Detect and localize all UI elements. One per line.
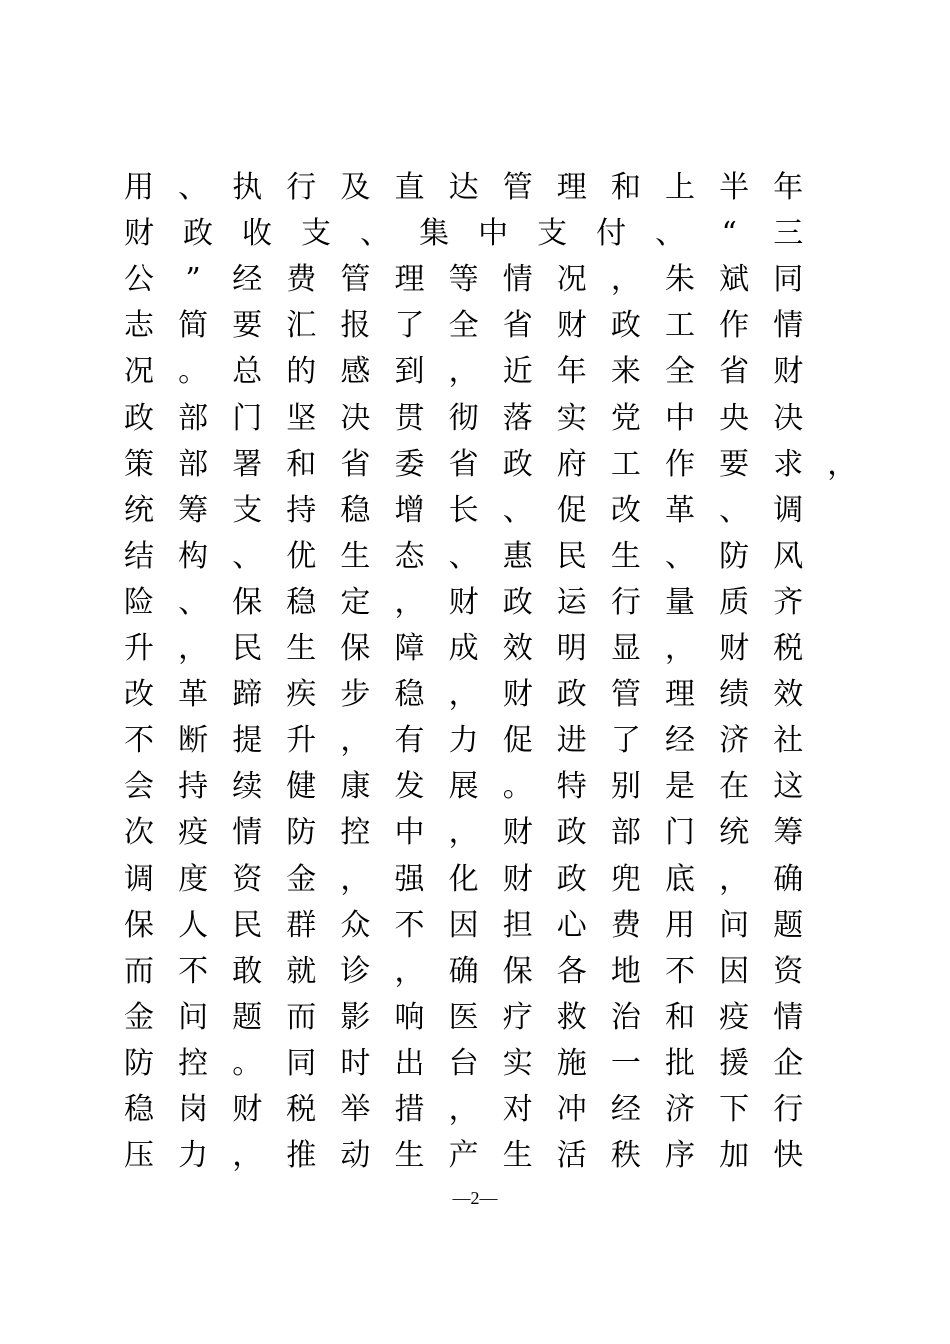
text-glyph: 疫 — [719, 999, 750, 1035]
text-glyph: 、 — [232, 538, 263, 574]
text-glyph: 省 — [502, 308, 533, 344]
text-glyph: 而 — [286, 999, 317, 1035]
text-glyph: 生 — [394, 1138, 425, 1174]
text-glyph: 心 — [556, 907, 587, 943]
text-glyph: 。 — [232, 1045, 263, 1081]
text-glyph: 志 — [124, 308, 154, 344]
text-glyph: 不 — [178, 953, 209, 989]
text-glyph: ， — [178, 631, 209, 666]
text-glyph: 健 — [286, 769, 317, 805]
text-glyph: 央 — [719, 400, 750, 436]
text-glyph: 决 — [340, 400, 371, 436]
text-glyph: 政 — [556, 677, 587, 713]
text-glyph: 政 — [124, 400, 154, 436]
text-glyph: ， — [340, 723, 371, 759]
text-glyph: ， — [719, 861, 750, 897]
text-glyph: 、 — [448, 538, 479, 574]
text-glyph: 经 — [665, 723, 695, 759]
text-glyph: 管 — [610, 677, 641, 713]
text-glyph: 稳 — [286, 584, 317, 620]
text-glyph: 资 — [232, 861, 263, 897]
text-glyph: 提 — [232, 723, 263, 759]
text-glyph: 省 — [448, 446, 479, 482]
text-glyph: 革 — [665, 492, 695, 528]
text-glyph: 措 — [394, 1092, 425, 1127]
text-glyph: 促 — [502, 723, 533, 759]
text-glyph: 到 — [394, 354, 425, 390]
text-glyph: 费 — [286, 262, 317, 298]
text-glyph: 财 — [719, 631, 750, 666]
text-glyph: 年 — [773, 170, 804, 205]
text-glyph: 民 — [556, 538, 587, 574]
text-glyph: 工 — [665, 308, 695, 344]
text-glyph: 举 — [340, 1092, 371, 1127]
text-glyph: 风 — [773, 538, 804, 574]
text-glyph: 税 — [286, 1092, 317, 1127]
text-glyph: 明 — [556, 631, 587, 666]
text-glyph: 、 — [178, 584, 209, 620]
text-glyph: 担 — [502, 907, 533, 943]
text-glyph: 疗 — [502, 999, 533, 1035]
text-glyph: ， — [340, 861, 371, 897]
text-glyph: 齐 — [773, 584, 804, 620]
text-glyph: 敢 — [232, 953, 263, 989]
text-glyph: 、 — [665, 538, 695, 574]
text-glyph: 保 — [502, 953, 533, 989]
text-glyph: 下 — [719, 1092, 750, 1127]
text-glyph: 理 — [556, 170, 587, 205]
text-glyph: 财 — [232, 1092, 263, 1127]
text-glyph: 问 — [719, 907, 750, 943]
text-glyph: 度 — [178, 861, 209, 897]
text-glyph: 冲 — [556, 1092, 587, 1127]
text-glyph: 效 — [502, 631, 533, 666]
text-glyph: 序 — [665, 1138, 695, 1174]
text-glyph: 总 — [232, 354, 263, 390]
text-glyph: 质 — [719, 584, 750, 620]
text-glyph: 调 — [773, 492, 804, 528]
text-glyph: 集 — [419, 216, 450, 252]
text-glyph: 的 — [286, 354, 317, 390]
text-glyph: 会 — [124, 769, 154, 805]
text-glyph: 因 — [448, 907, 479, 943]
text-glyph: 财 — [502, 861, 533, 897]
text-glyph: 统 — [124, 492, 154, 528]
text-glyph: 运 — [556, 584, 587, 620]
text-glyph: 要 — [719, 446, 750, 482]
text-glyph: 升 — [124, 631, 154, 666]
text-glyph: 财 — [124, 216, 154, 252]
text-glyph: 彻 — [448, 400, 479, 436]
text-glyph: 不 — [665, 953, 695, 989]
text-glyph: 问 — [178, 999, 209, 1035]
text-glyph: 持 — [286, 492, 317, 528]
text-glyph: 情 — [232, 815, 263, 851]
text-glyph: 确 — [448, 953, 479, 989]
page-number: —2— — [452, 1188, 498, 1208]
text-glyph: 。 — [178, 354, 209, 390]
text-glyph: 产 — [448, 1138, 479, 1174]
text-glyph: ” — [185, 262, 201, 298]
text-glyph: 出 — [394, 1045, 425, 1081]
text-glyph: 门 — [665, 815, 695, 851]
text-glyph: 中 — [665, 400, 695, 436]
text-glyph: 及 — [340, 170, 371, 205]
text-glyph: 而 — [124, 953, 154, 989]
text-glyph: 防 — [286, 815, 317, 851]
text-glyph: 财 — [502, 815, 533, 851]
text-glyph: 达 — [448, 170, 479, 205]
text-glyph: 资 — [773, 953, 804, 989]
text-glyph: 次 — [124, 815, 154, 851]
text-glyph: 政 — [610, 308, 641, 344]
text-glyph: 、 — [360, 216, 391, 252]
text-glyph: 批 — [665, 1045, 695, 1081]
text-glyph: 中 — [394, 815, 425, 851]
text-glyph: 响 — [394, 999, 425, 1035]
text-glyph: 题 — [232, 999, 263, 1035]
text-glyph: 绩 — [719, 677, 750, 713]
text-glyph: 经 — [610, 1092, 641, 1127]
text-glyph: 快 — [773, 1138, 804, 1174]
text-glyph: 控 — [340, 815, 371, 851]
text-glyph: 财 — [448, 584, 479, 620]
text-glyph: 情 — [773, 308, 804, 344]
text-glyph: 障 — [394, 631, 425, 666]
text-glyph: 署 — [232, 446, 263, 482]
text-glyph: 等 — [448, 262, 479, 298]
text-glyph: 况 — [124, 354, 154, 390]
text-glyph: 情 — [502, 262, 533, 298]
text-glyph: 政 — [556, 815, 587, 851]
text-glyph: 群 — [286, 907, 317, 943]
text-glyph: 省 — [719, 354, 750, 390]
text-glyph: ， — [448, 1092, 479, 1127]
text-glyph: 险 — [124, 584, 154, 620]
text-glyph: 委 — [394, 446, 425, 482]
text-glyph: 保 — [340, 631, 371, 666]
text-glyph: 促 — [556, 492, 587, 528]
text-glyph: 行 — [286, 170, 317, 205]
text-glyph: 地 — [610, 953, 641, 989]
text-glyph: 和 — [286, 446, 317, 482]
text-glyph: 进 — [556, 723, 587, 759]
text-glyph: 续 — [232, 769, 263, 805]
text-glyph: 人 — [178, 907, 209, 943]
text-glyph: 。 — [502, 769, 533, 805]
text-glyph: 革 — [178, 677, 209, 713]
text-glyph: 上 — [665, 170, 695, 205]
text-glyph: 财 — [502, 677, 533, 713]
text-glyph: 断 — [178, 723, 209, 759]
text-glyph: 活 — [556, 1138, 587, 1174]
text-glyph: 筹 — [178, 492, 209, 528]
text-glyph: 企 — [773, 1045, 804, 1081]
text-glyph: 年 — [556, 354, 587, 390]
text-glyph: 动 — [340, 1138, 371, 1174]
text-glyph: 台 — [448, 1045, 479, 1081]
text-glyph: “ — [721, 216, 737, 252]
text-glyph: 生 — [286, 631, 317, 666]
text-glyph: 作 — [665, 446, 695, 482]
text-glyph: 疫 — [178, 815, 209, 851]
text-glyph: 生 — [610, 538, 641, 574]
text-glyph: 特 — [556, 769, 587, 805]
text-glyph: 近 — [502, 354, 533, 390]
text-glyph: 民 — [232, 631, 263, 666]
text-glyph: 底 — [665, 861, 695, 897]
text-glyph: 防 — [719, 538, 750, 574]
text-glyph: ， — [448, 677, 479, 713]
text-glyph: 全 — [665, 354, 695, 390]
text-glyph: 财 — [773, 354, 804, 390]
text-glyph: ， — [394, 584, 425, 620]
text-glyph: 改 — [610, 492, 641, 528]
text-glyph: 不 — [124, 723, 154, 759]
text-glyph: 筹 — [773, 815, 804, 851]
text-glyph: 效 — [773, 677, 804, 713]
text-glyph: 用 — [665, 907, 695, 943]
text-glyph: 费 — [610, 907, 641, 943]
text-glyph: 众 — [340, 907, 371, 943]
text-glyph: 朱 — [665, 262, 695, 298]
text-glyph: 同 — [773, 262, 804, 298]
text-glyph: 决 — [773, 400, 804, 436]
text-glyph: 成 — [448, 631, 479, 666]
text-glyph: 落 — [502, 400, 533, 436]
text-glyph: 金 — [286, 861, 317, 897]
text-glyph: 税 — [773, 631, 804, 666]
text-glyph: 构 — [178, 538, 209, 574]
text-glyph: 影 — [340, 999, 371, 1035]
text-glyph: 支 — [232, 492, 263, 528]
text-glyph: 斌 — [719, 262, 750, 298]
text-glyph: 控 — [178, 1045, 209, 1081]
text-glyph: 对 — [502, 1092, 533, 1127]
text-glyph: 化 — [448, 861, 479, 897]
text-glyph: 政 — [183, 216, 214, 252]
text-glyph: 财 — [556, 308, 587, 344]
text-glyph: 求 — [773, 446, 804, 482]
text-glyph: 社 — [773, 723, 804, 759]
text-glyph: 生 — [340, 538, 371, 574]
text-glyph: 态 — [394, 538, 425, 574]
text-glyph: 经 — [232, 262, 263, 298]
text-glyph: 因 — [719, 953, 750, 989]
text-glyph: 付 — [596, 216, 627, 252]
text-glyph: 公 — [124, 262, 154, 298]
text-glyph: ， — [827, 446, 858, 482]
text-glyph: 三 — [773, 216, 804, 252]
text-glyph: ， — [448, 815, 479, 851]
text-glyph: 治 — [610, 999, 641, 1035]
text-glyph: 确 — [773, 861, 804, 897]
text-glyph: 升 — [286, 723, 317, 759]
text-glyph: 力 — [178, 1138, 209, 1174]
text-glyph: 这 — [773, 769, 804, 805]
text-glyph: 援 — [719, 1045, 750, 1081]
text-glyph: 党 — [610, 400, 641, 436]
text-glyph: 汇 — [286, 308, 317, 344]
text-glyph: 贯 — [394, 400, 425, 436]
text-glyph: 实 — [556, 400, 587, 436]
text-glyph: 执 — [232, 170, 263, 205]
text-glyph: 步 — [340, 677, 371, 713]
text-glyph: 情 — [773, 999, 804, 1035]
text-glyph: 府 — [556, 446, 587, 482]
text-glyph: 结 — [124, 538, 154, 574]
text-glyph: 秩 — [610, 1138, 641, 1174]
text-glyph: 惠 — [502, 538, 533, 574]
text-glyph: 济 — [719, 723, 750, 759]
text-glyph: 发 — [394, 769, 425, 805]
text-glyph: 施 — [556, 1045, 587, 1081]
text-glyph: 、 — [655, 216, 686, 252]
text-glyph: 简 — [178, 308, 209, 344]
text-glyph: ， — [232, 1138, 263, 1174]
text-glyph: 保 — [232, 584, 263, 620]
text-glyph: 和 — [665, 999, 695, 1035]
text-glyph: 策 — [124, 446, 154, 482]
text-glyph: 康 — [340, 769, 371, 805]
text-glyph: 用 — [124, 170, 154, 205]
text-glyph: 一 — [610, 1045, 641, 1081]
text-glyph: 管 — [340, 262, 371, 298]
text-glyph: 支 — [537, 216, 568, 252]
text-glyph: 防 — [124, 1045, 154, 1081]
text-glyph: 管 — [502, 170, 533, 205]
text-glyph: 直 — [394, 170, 425, 205]
text-glyph: 理 — [665, 677, 695, 713]
text-glyph: 门 — [232, 400, 263, 436]
text-glyph: 保 — [124, 907, 154, 943]
text-glyph: 半 — [719, 170, 750, 205]
text-glyph: 展 — [448, 769, 479, 805]
text-glyph: 同 — [286, 1045, 317, 1081]
text-glyph: 和 — [610, 170, 641, 205]
text-glyph: 持 — [178, 769, 209, 805]
text-glyph: 部 — [178, 446, 209, 482]
text-glyph: 强 — [394, 861, 425, 897]
text-glyph: 行 — [610, 584, 641, 620]
text-glyph: 显 — [610, 631, 641, 666]
text-glyph: 改 — [124, 677, 154, 713]
text-glyph: 政 — [502, 446, 533, 482]
text-glyph: 报 — [340, 308, 371, 344]
text-glyph: 在 — [719, 769, 750, 805]
text-glyph: 各 — [556, 953, 587, 989]
text-glyph: 兜 — [610, 861, 641, 897]
text-glyph: 理 — [394, 262, 425, 298]
text-glyph: 别 — [610, 769, 641, 805]
text-glyph: ， — [448, 354, 479, 390]
text-glyph: 统 — [719, 815, 750, 851]
text-glyph: 救 — [556, 999, 587, 1035]
text-glyph: 收 — [242, 216, 273, 252]
text-glyph: 行 — [773, 1092, 804, 1127]
text-glyph: 题 — [773, 907, 804, 943]
text-glyph: 是 — [665, 769, 695, 805]
text-glyph: 工 — [610, 446, 641, 482]
text-glyph: 部 — [178, 400, 209, 436]
text-glyph: 稳 — [394, 677, 425, 713]
text-glyph: 了 — [394, 308, 425, 344]
text-glyph: 作 — [719, 308, 750, 344]
text-glyph: 稳 — [124, 1092, 154, 1127]
text-glyph: 稳 — [340, 492, 371, 528]
text-glyph: ， — [394, 953, 425, 989]
text-glyph: 来 — [610, 354, 641, 390]
text-glyph: 坚 — [286, 400, 317, 436]
text-glyph: 推 — [286, 1138, 317, 1174]
text-glyph: 了 — [610, 723, 641, 759]
text-glyph: 实 — [502, 1045, 533, 1081]
text-glyph: ， — [610, 262, 641, 298]
text-glyph: 全 — [448, 308, 479, 344]
text-glyph: 岗 — [178, 1092, 209, 1127]
text-glyph: 济 — [665, 1092, 695, 1127]
text-glyph: 力 — [448, 723, 479, 759]
text-glyph: 民 — [232, 907, 263, 943]
text-glyph: 、 — [719, 492, 750, 528]
text-glyph: 政 — [502, 584, 533, 620]
text-glyph: 量 — [665, 584, 695, 620]
text-glyph: ， — [665, 631, 695, 666]
text-glyph: 就 — [286, 953, 317, 989]
text-glyph: 有 — [394, 723, 425, 759]
text-glyph: 定 — [340, 584, 371, 620]
text-glyph: 生 — [502, 1138, 533, 1174]
text-glyph: 增 — [394, 492, 425, 528]
text-glyph: 、 — [178, 170, 209, 205]
text-glyph: 中 — [478, 216, 509, 252]
text-glyph: 政 — [556, 861, 587, 897]
text-glyph: 部 — [610, 815, 641, 851]
text-glyph: 优 — [286, 538, 317, 574]
text-glyph: 不 — [394, 907, 425, 943]
text-glyph: 况 — [556, 262, 587, 298]
text-glyph: 、 — [502, 492, 533, 528]
text-glyph: 诊 — [340, 953, 371, 989]
text-glyph: 疾 — [286, 677, 317, 713]
text-glyph: 省 — [340, 446, 371, 482]
text-glyph: 要 — [232, 308, 263, 344]
text-glyph: 蹄 — [232, 677, 263, 713]
text-glyph: 加 — [719, 1138, 750, 1174]
text-glyph: 医 — [448, 999, 479, 1035]
text-glyph: 长 — [448, 492, 479, 528]
text-glyph: 金 — [124, 999, 154, 1035]
text-glyph: 压 — [124, 1138, 154, 1174]
text-glyph: 调 — [124, 861, 154, 897]
text-glyph: 支 — [301, 216, 332, 252]
text-glyph: 时 — [340, 1045, 371, 1081]
text-glyph: 感 — [340, 354, 371, 390]
